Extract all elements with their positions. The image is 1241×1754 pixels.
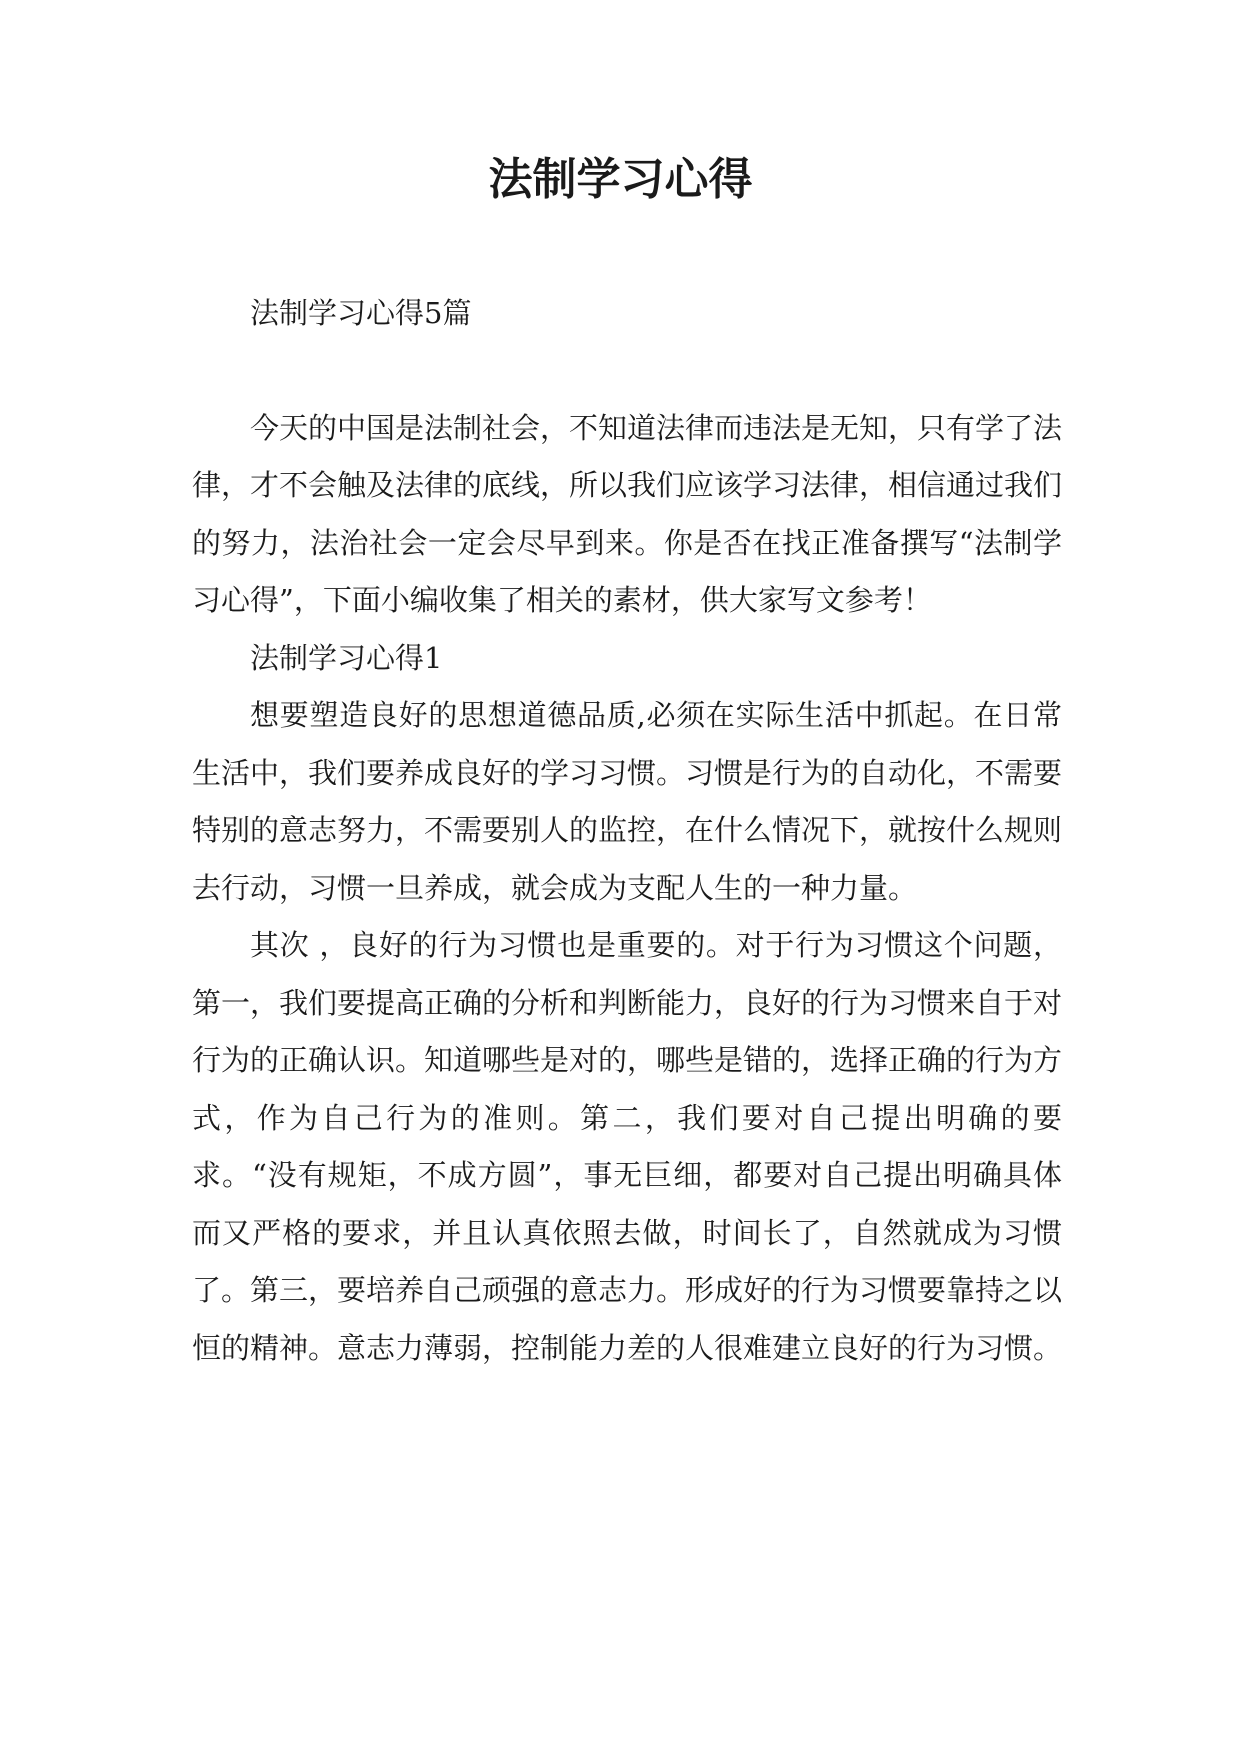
intro-paragraph: 今天的中国是法制社会，不知道法律而违法是无知，只有学了法律，才不会触及法律的底线，所以我们应该学习法律，相信通过我们的努力，法治社会一定会尽早到来。你是否在找正准备撰写“法制学习心得”，下面小编收集了相关的素材，供大家写文参考！ bbox=[192, 410, 1063, 617]
body-paragraph-1: 想要塑造良好的思想道德品质,必须在实际生活中抓起。在日常生活中，我们要养成良好的学习习惯。习惯是行为的自动化，不需要特别的意志努力，不需要别人的监控，在什么情况下，就按什么规则去行动，习惯一旦养成，就会成为支配人生的一种力量。 bbox=[192, 698, 1063, 905]
section-heading-1: 法制学习心得1 bbox=[250, 640, 443, 675]
document-subtitle: 法制学习心得5篇 bbox=[250, 296, 472, 330]
body-paragraph-2: 其次 ，良好的行为习惯也是重要的。对于行为习惯这个问题，第一，我们要提高正确的分析和判断能力，良好的行为习惯来自于对行为的正确认识。知道哪些是对的，哪些是错的，选择正确的行为方式，作为自己行为的准则。第二，我们要对自己提出明确的要求。“没有规矩，不成方圆”，事无巨细，都要对自己提出明确具体而又严格的要求，并且认真依照去做，时间长了，自然就成为习惯了。第三，要培养自己顽强的意志力。形成好的行为习惯要靠持之以恒的精神。意志力薄弱，控制能力差的人很难建立良好的行为习惯。 bbox=[192, 928, 1063, 1365]
document-title: 法制学习心得 bbox=[488, 154, 753, 205]
document-body bbox=[192, 285, 1062, 1377]
